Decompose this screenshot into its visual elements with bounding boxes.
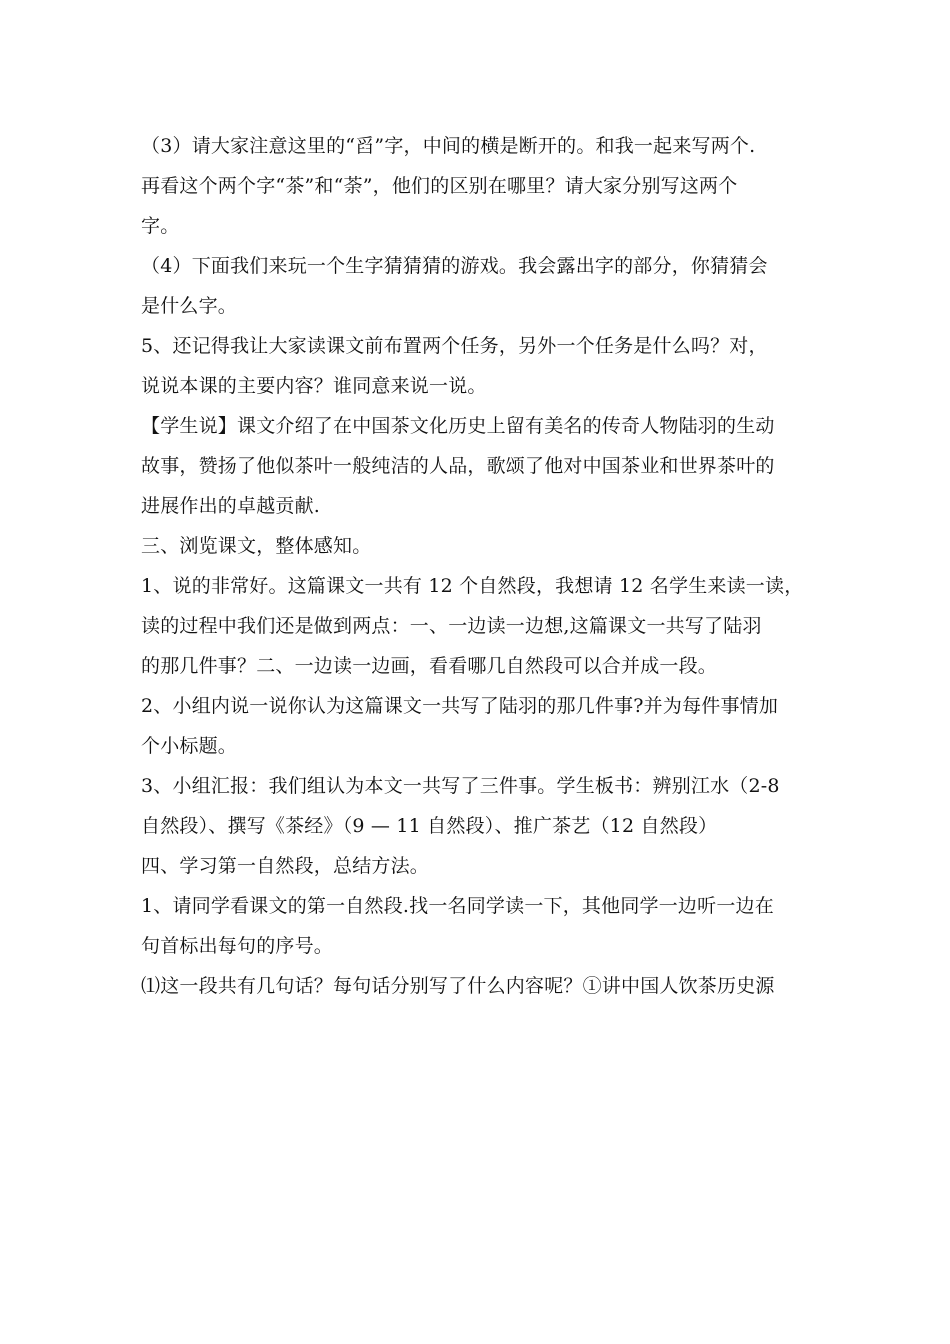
text-line: 读的过程中我们还是做到两点：一、一边读一边想,这篇课文一共写了陆羽: [141, 615, 762, 637]
text-line: 的那几件事？二、一边读一边画，看看哪几自然段可以合并成一段。: [141, 655, 718, 677]
document-body: [141, 119, 821, 1013]
text-line: 个小标题。: [141, 735, 238, 757]
text-line: （4）下面我们来玩一个生字猜猜猜的游戏。我会露出字的部分，你猜猜会: [141, 255, 768, 277]
text-line: 3、小组汇报：我们组认为本文一共写了三件事。学生板书：辨别江水（2-8: [141, 775, 780, 797]
text-line: 字。: [141, 215, 180, 237]
section-heading: 四、学习第一自然段，总结方法。: [141, 855, 430, 877]
text-line: （3）请大家注意这里的“舀”字，中间的横是断开的。和我一起来写两个.: [141, 135, 756, 157]
text-line: 1、说的非常好。这篇课文一共有 12 个自然段，我想请 12 名学生来读一读，: [141, 575, 804, 597]
text-line: 句首标出每句的序号。: [141, 935, 334, 957]
text-line: 自然段）、撰写《茶经》（9 — 11 自然段）、推广茶艺（12 自然段）: [141, 815, 718, 837]
text-line: 再看这个两个字“茶”和“荼”，他们的区别在哪里？请大家分别写这两个: [141, 175, 738, 197]
text-line: 是什么字。: [141, 295, 238, 317]
text-line: 故事，赞扬了他似茶叶一般纯洁的人品，歌颂了他对中国茶业和世界茶叶的: [141, 455, 775, 477]
text-line: 【学生说】课文介绍了在中国茶文化历史上留有美名的传奇人物陆羽的生动: [141, 415, 775, 437]
text-line: 5、还记得我让大家读课文前布置两个任务，另外一个任务是什么吗？对，: [141, 335, 768, 357]
text-line: 2、小组内说一说你认为这篇课文一共写了陆羽的那几件事?并为每件事情加: [141, 695, 779, 717]
text-line: 1、请同学看课文的第一自然段.找一名同学读一下，其他同学一边听一边在: [141, 895, 774, 917]
section-heading: 三、浏览课文，整体感知。: [141, 535, 372, 557]
text-line: 说说本课的主要内容？谁同意来说一说。: [141, 375, 487, 397]
text-line: 进展作出的卓越贡献.: [141, 495, 321, 517]
text-line: ⑴这一段共有几句话？每句话分别写了什么内容呢？①讲中国人饮茶历史源: [141, 975, 775, 997]
